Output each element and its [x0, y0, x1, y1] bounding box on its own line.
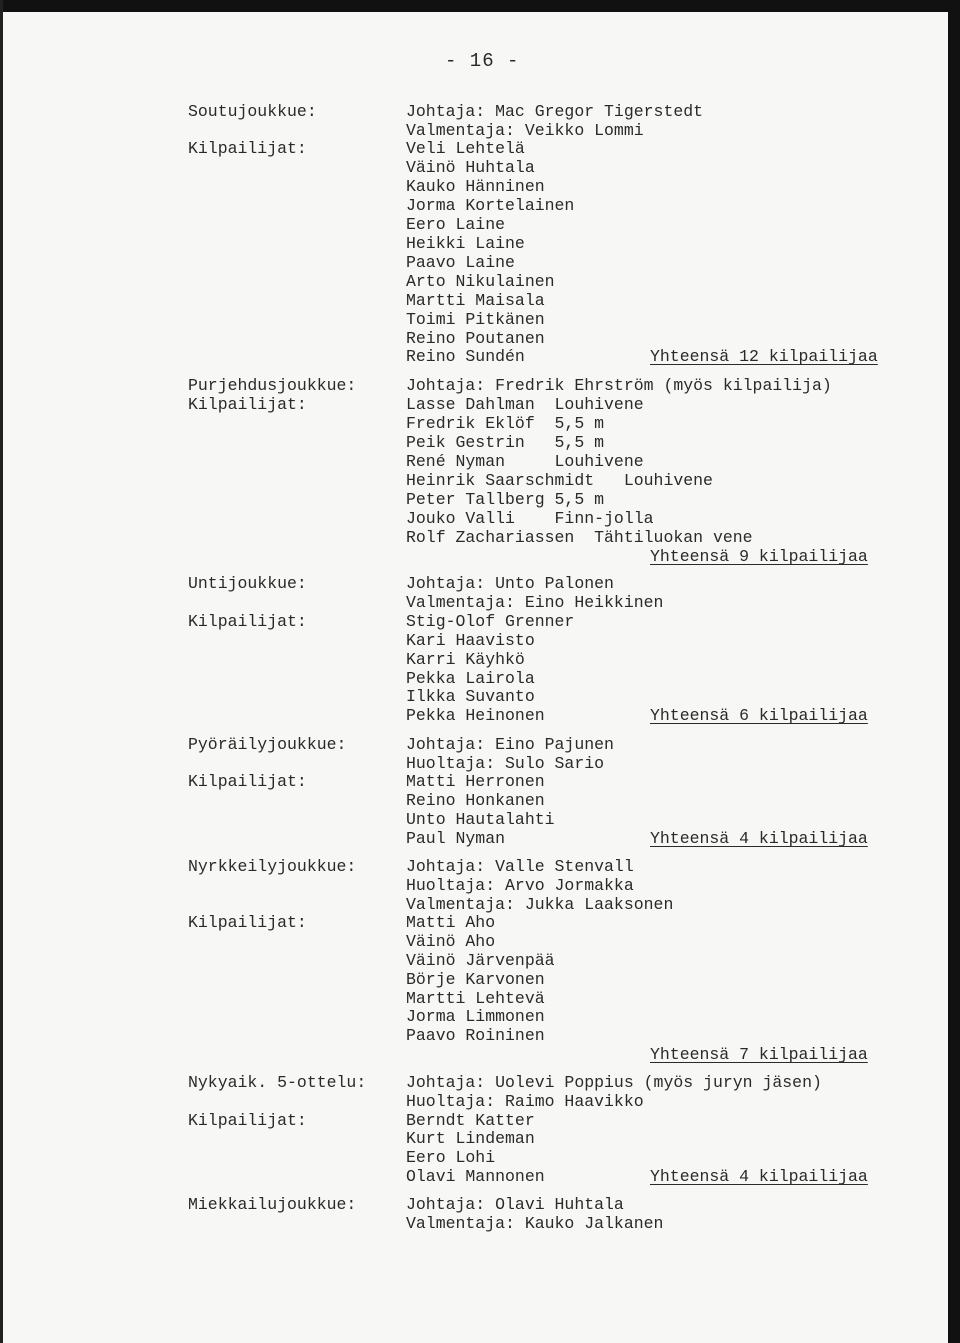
entry-line: Jouko Valli Finn-jolla: [406, 509, 654, 528]
entry-line: Rolf Zachariassen Tähtiluokan vene: [406, 528, 753, 547]
entry-line: Valmentaja: Veikko Lommi: [406, 121, 644, 140]
entry-line: Toimi Pitkänen: [406, 310, 545, 329]
entry-line: Huoltaja: Raimo Haavikko: [406, 1092, 644, 1111]
entry-line: Eero Lohi: [406, 1148, 496, 1167]
entry-line: Valmentaja: Jukka Laaksonen: [406, 895, 674, 914]
entry-line: Paavo Roininen: [406, 1026, 545, 1045]
entry-line: Johtaja: Valle Stenvall: [406, 857, 634, 876]
scan-top-border: [0, 0, 960, 12]
entry-line: Väinö Huhtala: [406, 158, 535, 177]
section-sublabel: Kilpailijat:: [188, 612, 307, 631]
entry-line: Eero Laine: [406, 215, 506, 234]
section-sublabel: Kilpailijat:: [188, 395, 307, 414]
entry-line: Veli Lehtelä: [406, 139, 525, 158]
section-total: Yhteensä 7 kilpailijaa: [650, 1045, 868, 1064]
section-sublabel: Kilpailijat:: [188, 913, 307, 932]
entry-line: Matti Herronen: [406, 772, 545, 791]
entry-line: Väinö Järvenpää: [406, 951, 555, 970]
entry-line: Peik Gestrin 5,5 m: [406, 433, 605, 452]
entry-line: Jorma Limmonen: [406, 1007, 545, 1026]
entry-line: Heinrik Saarschmidt Louhivene: [406, 471, 713, 490]
entry-line: Berndt Katter: [406, 1111, 535, 1130]
section-label: Soutujoukkue:: [188, 102, 317, 121]
entry-line: Paavo Laine: [406, 253, 515, 272]
entry-line: Martti Maisala: [406, 291, 545, 310]
entry-line: Johtaja: Olavi Huhtala: [406, 1195, 624, 1214]
entry-line: Heikki Laine: [406, 234, 525, 253]
entry-line: Pekka Lairola: [406, 669, 535, 688]
entry-line: Unto Hautalahti: [406, 810, 555, 829]
entry-line: Ilkka Suvanto: [406, 687, 535, 706]
section-total: Yhteensä 4 kilpailijaa: [650, 829, 868, 848]
entry-line: Peter Tallberg 5,5 m: [406, 490, 605, 509]
entry-line: Fredrik Eklöf 5,5 m: [406, 414, 605, 433]
entry-line: Reino Poutanen: [406, 329, 545, 348]
entry-line: Martti Lehtevä: [406, 989, 545, 1008]
entry-line: Olavi Mannonen: [406, 1167, 545, 1186]
section-label: Nykyaik. 5-ottelu:: [188, 1073, 367, 1092]
entry-line: Kari Haavisto: [406, 631, 535, 650]
entry-line: Johtaja: Eino Pajunen: [406, 735, 614, 754]
entry-line: Huoltaja: Sulo Sario: [406, 754, 605, 773]
section-total: Yhteensä 12 kilpailijaa: [650, 347, 878, 366]
entry-line: Kauko Hänninen: [406, 177, 545, 196]
section-sublabel: Kilpailijat:: [188, 139, 307, 158]
entry-line: Huoltaja: Arvo Jormakka: [406, 876, 634, 895]
entry-line: Lasse Dahlman Louhivene: [406, 395, 644, 414]
entry-line: Arto Nikulainen: [406, 272, 555, 291]
entry-line: Pekka Heinonen: [406, 706, 545, 725]
entry-line: Valmentaja: Eino Heikkinen: [406, 593, 664, 612]
section-label: Pyöräilyjoukkue:: [188, 735, 347, 754]
section-label: Untijoukkue:: [188, 574, 307, 593]
scan-left-border: [0, 0, 3, 1343]
section-sublabel: Kilpailijat:: [188, 1111, 307, 1130]
section-label: Miekkailujoukkue:: [188, 1195, 357, 1214]
entry-line: René Nyman Louhivene: [406, 452, 644, 471]
entry-line: Matti Aho: [406, 913, 496, 932]
entry-line: Paul Nyman: [406, 829, 506, 848]
section-sublabel: Kilpailijat:: [188, 772, 307, 791]
section-total: Yhteensä 6 kilpailijaa: [650, 706, 868, 725]
entry-line: Johtaja: Unto Palonen: [406, 574, 614, 593]
entry-line: Johtaja: Uolevi Poppius (myös juryn jäsen): [406, 1073, 822, 1092]
entry-line: Stig-Olof Grenner: [406, 612, 575, 631]
scan-right-border: [948, 0, 960, 1343]
entry-line: Kurt Lindeman: [406, 1129, 535, 1148]
section-total: Yhteensä 9 kilpailijaa: [650, 547, 868, 566]
entry-line: Reino Honkanen: [406, 791, 545, 810]
page-number: - 16 -: [445, 50, 520, 72]
entry-line: Jorma Kortelainen: [406, 196, 575, 215]
entry-line: Johtaja: Mac Gregor Tigerstedt: [406, 102, 704, 121]
section-label: Purjehdusjoukkue:: [188, 376, 357, 395]
entry-line: Väinö Aho: [406, 932, 496, 951]
entry-line: Johtaja: Fredrik Ehrström (myös kilpailija): [406, 376, 832, 395]
section-total: Yhteensä 4 kilpailijaa: [650, 1167, 868, 1186]
entry-line: Karri Käyhkö: [406, 650, 525, 669]
entry-line: Valmentaja: Kauko Jalkanen: [406, 1214, 664, 1233]
entry-line: Börje Karvonen: [406, 970, 545, 989]
entry-line: Reino Sundén: [406, 347, 525, 366]
section-label: Nyrkkeilyjoukkue:: [188, 857, 357, 876]
